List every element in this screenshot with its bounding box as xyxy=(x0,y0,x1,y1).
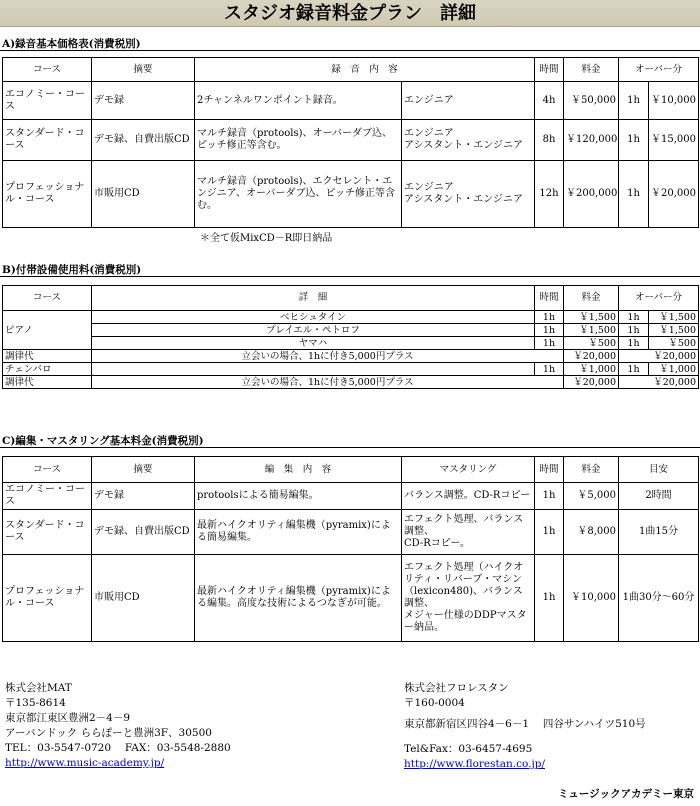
postal-code: 〒135-8614 xyxy=(5,697,66,709)
time: 1h xyxy=(535,555,564,642)
mastering: バランス調整。CD-Rコピー xyxy=(402,483,535,510)
website-link[interactable]: http://www.florestan.co.jp/ xyxy=(404,758,545,770)
tuning-detail: 立会いの場合、1hに付き5,000円プラス xyxy=(92,350,564,363)
summary: デモ録 xyxy=(92,82,195,120)
footer-brand: ミュージックアカデミー東京 xyxy=(558,788,694,800)
time: 1h xyxy=(535,510,564,555)
course-name: スタンダード・コース xyxy=(3,120,92,161)
editing-mastering-table xyxy=(2,456,699,642)
section-a-divider xyxy=(0,50,700,51)
editing-content: protoolsによる簡易編集。 xyxy=(195,483,402,510)
price: ￥120,000 xyxy=(564,120,619,161)
header-course: コース xyxy=(3,58,92,82)
engineer: エンジニア xyxy=(402,82,535,120)
summary: 市販用CD xyxy=(92,161,195,228)
summary: デモ録、自費出版CD xyxy=(92,510,195,555)
over-price: ￥20,000 xyxy=(619,376,699,389)
price: ￥5,000 xyxy=(564,483,619,510)
course-name: プロフェッショナル・コース xyxy=(3,161,92,228)
over-time: 1h xyxy=(619,363,649,376)
time: 8h xyxy=(535,120,564,161)
over-price: ￥1,000 xyxy=(649,363,699,376)
price: ￥50,000 xyxy=(564,82,619,120)
table-row xyxy=(3,161,699,228)
summary: 市販用CD xyxy=(92,555,195,642)
price: ￥200,000 xyxy=(564,161,619,228)
address-line: 東京都江東区豊洲2－4－9 xyxy=(5,712,131,724)
mastering: エフェクト処理（ハイクオリティ・リバーブ・マシン（lexicon480)、バランス調整、 メジャー仕様のDDPマスター納品。 xyxy=(402,555,535,642)
over-time: 1h xyxy=(619,311,649,324)
price: ￥500 xyxy=(564,337,619,350)
detail xyxy=(92,363,535,376)
header-mastering: マスタリング xyxy=(402,457,535,483)
time: 12h xyxy=(535,161,564,228)
time: 1h xyxy=(535,324,564,337)
guide: 2時間 xyxy=(619,483,699,510)
piano-label: ピアノ xyxy=(3,311,92,350)
detail: プレイエル・ペトロフ xyxy=(92,324,535,337)
equipment-fee-table xyxy=(2,285,699,389)
cembalo-label: チェンバロ xyxy=(3,363,92,376)
over-time: 1h xyxy=(619,337,649,350)
header-price: 料金 xyxy=(564,286,619,311)
address-line: アーバンドック ららぽーと豊洲3F、30500 xyxy=(5,727,212,739)
price: ￥1,500 xyxy=(564,324,619,337)
header-price: 料金 xyxy=(564,457,619,483)
course-name: エコノミー・コース xyxy=(3,82,92,120)
time: 1h xyxy=(535,363,564,376)
header-editing-content: 編 集 内 容 xyxy=(195,457,402,483)
detail: ヤマハ xyxy=(92,337,535,350)
over-time: 1h xyxy=(619,120,649,161)
over-price: ￥20,000 xyxy=(649,161,699,228)
time: 4h xyxy=(535,82,564,120)
course-name: エコノミー・コース xyxy=(3,483,92,510)
engineer: エンジニア アシスタント・エンジニア xyxy=(402,120,535,161)
table-row xyxy=(3,483,699,510)
over-time: 1h xyxy=(619,82,649,120)
header-time: 時間 xyxy=(535,58,564,82)
tuning-detail: 立会いの場合、1hに付き5,000円プラス xyxy=(92,376,564,389)
recording-content: 2チャンネルワンポイント録音。 xyxy=(195,82,402,120)
over-time: 1h xyxy=(619,161,649,228)
table-row xyxy=(3,311,699,324)
table-row xyxy=(3,376,699,389)
postal-code: 〒160-0004 xyxy=(404,697,465,709)
over-price: ￥20,000 xyxy=(619,350,699,363)
address-line: 東京都新宿区四谷4－6－1 四谷サンハイツ510号 xyxy=(404,718,646,730)
time: 1h xyxy=(535,483,564,510)
contact-mat xyxy=(5,681,231,771)
recording-content: マルチ録音（protools)、オーバーダブ込、ピッチ修正等含む。 xyxy=(195,120,402,161)
header-price: 料金 xyxy=(564,58,619,82)
company-name: 株式会社フロレスタン xyxy=(404,682,509,694)
tuning-label: 調律代 xyxy=(3,376,92,389)
guide: 1曲15分 xyxy=(619,510,699,555)
table-row xyxy=(3,82,699,120)
table-row xyxy=(3,324,699,337)
header-course: コース xyxy=(3,286,92,311)
header-recording-content: 録 音 内 容 xyxy=(195,58,535,82)
header-course: コース xyxy=(3,457,92,483)
header-detail: 詳 細 xyxy=(92,286,535,311)
price: ￥1,500 xyxy=(564,311,619,324)
header-summary: 摘要 xyxy=(92,457,195,483)
table-row xyxy=(3,510,699,555)
recording-note: ＊全て仮MixCD－R即日納品 xyxy=(200,233,333,244)
over-price: ￥1,500 xyxy=(649,311,699,324)
price: ￥20,000 xyxy=(564,376,619,389)
over-time: 1h xyxy=(619,324,649,337)
detail: ベヒシュタイン xyxy=(92,311,535,324)
section-b-heading: B)付帯設備使用料(消費税別) xyxy=(2,264,142,276)
price: ￥20,000 xyxy=(564,350,619,363)
table-row xyxy=(3,350,699,363)
editing-content: 最新ハイクオリティ編集機（pyramix)による編集。高度な技術によるつなぎが可能。 xyxy=(195,555,402,642)
table-row xyxy=(3,363,699,376)
header-time: 時間 xyxy=(535,286,564,311)
time: 1h xyxy=(535,337,564,350)
over-price: ￥10,000 xyxy=(649,82,699,120)
engineer: エンジニア アシスタント・エンジニア xyxy=(402,161,535,228)
table-row xyxy=(3,120,699,161)
guide: 1曲30分～60分 xyxy=(619,555,699,642)
section-c-divider xyxy=(0,447,700,448)
contact-florestan xyxy=(404,681,646,772)
page-title: スタジオ録音料金プラン 詳細 xyxy=(0,0,700,27)
time: 1h xyxy=(535,311,564,324)
course-name: スタンダード・コース xyxy=(3,510,92,555)
tuning-label: 調律代 xyxy=(3,350,92,363)
section-a-heading: A)録音基本価格表(消費税別) xyxy=(2,38,141,50)
phone-fax: TEL：03-5547-0720 FAX：03-5548-2880 xyxy=(5,742,231,754)
summary: デモ録 xyxy=(92,483,195,510)
price: ￥10,000 xyxy=(564,555,619,642)
over-price: ￥500 xyxy=(649,337,699,350)
header-guide: 目安 xyxy=(619,457,699,483)
recording-price-table xyxy=(2,57,699,228)
header-time: 時間 xyxy=(535,457,564,483)
price: ￥8,000 xyxy=(564,510,619,555)
header-overtime: オーバー分 xyxy=(619,286,699,311)
website-link[interactable]: http://www.music-academy.jp/ xyxy=(5,757,165,769)
recording-content: マルチ録音（protools)、エクセレント・エンジニア、オーバーダブ込、ピッチ修正等含む。 xyxy=(195,161,402,228)
price: ￥1,000 xyxy=(564,363,619,376)
editing-content: 最新ハイクオリティ編集機（pyramix)による簡易編集。 xyxy=(195,510,402,555)
header-overtime: オーバー分 xyxy=(619,58,699,82)
section-b-divider xyxy=(0,276,700,277)
section-c-heading: C)編集・マスタリング基本料金(消費税別) xyxy=(2,435,204,447)
table-row xyxy=(3,555,699,642)
summary: デモ録、自費出版CD xyxy=(92,120,195,161)
over-price: ￥15,000 xyxy=(649,120,699,161)
company-name: 株式会社MAT xyxy=(5,682,72,694)
phone-fax: Tel&Fax：03-6457-4695 xyxy=(404,743,533,755)
header-summary: 摘要 xyxy=(92,58,195,82)
over-price: ￥1,500 xyxy=(649,324,699,337)
mastering: エフェクト処理、バランス調整、 CD-Rコピー。 xyxy=(402,510,535,555)
course-name: プロフェッショナル・コース xyxy=(3,555,92,642)
table-row xyxy=(3,337,699,350)
